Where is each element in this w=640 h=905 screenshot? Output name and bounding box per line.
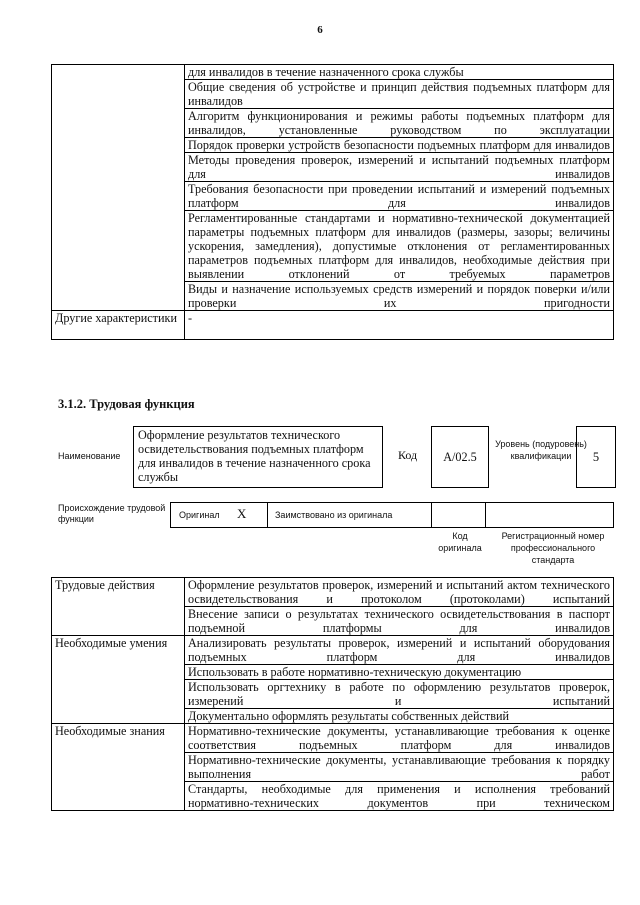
labor-function-table: [51, 577, 614, 811]
table-row: [52, 724, 614, 753]
row-text: Внесение записи о результатах технического освидетельствования в паспорт подъемной платформы для инвалидов: [185, 607, 614, 636]
row-text: для инвалидов в течение назначенного срока службы: [185, 65, 614, 80]
code-label: Код: [398, 448, 418, 462]
row-text: -: [185, 311, 614, 340]
group-label: Необходимые знания: [52, 724, 185, 811]
borrowed-label: Заимствовано из оригинала: [275, 510, 393, 520]
qualification-level: 5: [576, 426, 616, 488]
divider: [485, 503, 486, 527]
table-row: [52, 636, 614, 665]
row-text: Документально оформлять результаты собственных действий: [185, 709, 614, 724]
code-caption: Код оригинала: [438, 531, 482, 553]
row-text: Регламентированные стандартами и нормативно-технической документацией параметры подъемных платформ для инвалидов (размеры, зазоры; величины ускорения, замедления), допустимые отклонения от регламентированных параметров подъемных платформ для инвалидов, необходимые действия при выявлении отклонений от требуемых параметров: [185, 211, 614, 282]
divider: [431, 503, 432, 527]
knowledge-table: [51, 64, 614, 340]
section-title: 3.1.2. Трудовая функция: [58, 397, 195, 411]
origin-box: [170, 502, 614, 528]
function-name: Оформление результатов технического освидетельствования подъемных платформ для инвалидов в течение назначенного срока службы: [133, 426, 383, 488]
row-text: Нормативно-технические документы, устанавливающие требования к порядку выполнения работ: [185, 753, 614, 782]
row-text: Нормативно-технические документы, устанавливающие требования к оценке соответствия подъемных платформ для инвалидов: [185, 724, 614, 753]
level-label: Уровень (подуровень) квалификации: [495, 439, 587, 461]
page-number: 6: [317, 24, 323, 36]
row-text: Использовать оргтехнику в работе по оформлению результатов проверок, измерений и испытаний: [185, 680, 614, 709]
group-label: Необходимые умения: [52, 636, 185, 724]
row-text: Использовать в работе нормативно-техническую документацию: [185, 665, 614, 680]
function-code: A/02.5: [431, 426, 489, 488]
original-label: Оригинал: [179, 510, 220, 520]
row-text: Порядок проверки устройств безопасности подъемных платформ для инвалидов: [185, 138, 614, 153]
row-label: [52, 65, 185, 311]
row-text: Алгоритм функционирования и режимы работы подъемных платформ для инвалидов, установленные руководством по эксплуатации: [185, 109, 614, 138]
table-row: [52, 311, 614, 340]
row-text: Оформление результатов проверок, измерений и испытаний актом технического освидетельствования и протоколом (протоколами) испытаний: [185, 578, 614, 607]
row-text: Требования безопасности при проведении испытаний и измерений подъемных платформ для инвалидов: [185, 182, 614, 211]
origin-label: Происхождение трудовой функции: [58, 503, 166, 524]
row-text: Анализировать результаты проверок, измерений и испытаний оборудования подъемных платформ для инвалидов: [185, 636, 614, 665]
reg-caption: Регистрационный номер профессионального стандарта: [501, 531, 605, 565]
original-mark: X: [237, 506, 247, 521]
table-row: [52, 65, 614, 80]
row-label: Другие характеристики: [52, 311, 185, 340]
row-text: Стандарты, необходимые для применения и исполнения требований нормативно-технических документов при техническом: [185, 782, 614, 811]
group-label: Трудовые действия: [52, 578, 185, 636]
table-row: [52, 578, 614, 607]
divider: [267, 503, 268, 527]
name-label: Наименование: [58, 451, 121, 461]
row-text: Методы проведения проверок, измерений и испытаний подъемных платформ для инвалидов: [185, 153, 614, 182]
row-text: Виды и назначение используемых средств измерений и порядок поверки и/или проверки их пригодности: [185, 282, 614, 311]
row-text: Общие сведения об устройстве и принцип действия подъемных платформ для инвалидов: [185, 80, 614, 109]
